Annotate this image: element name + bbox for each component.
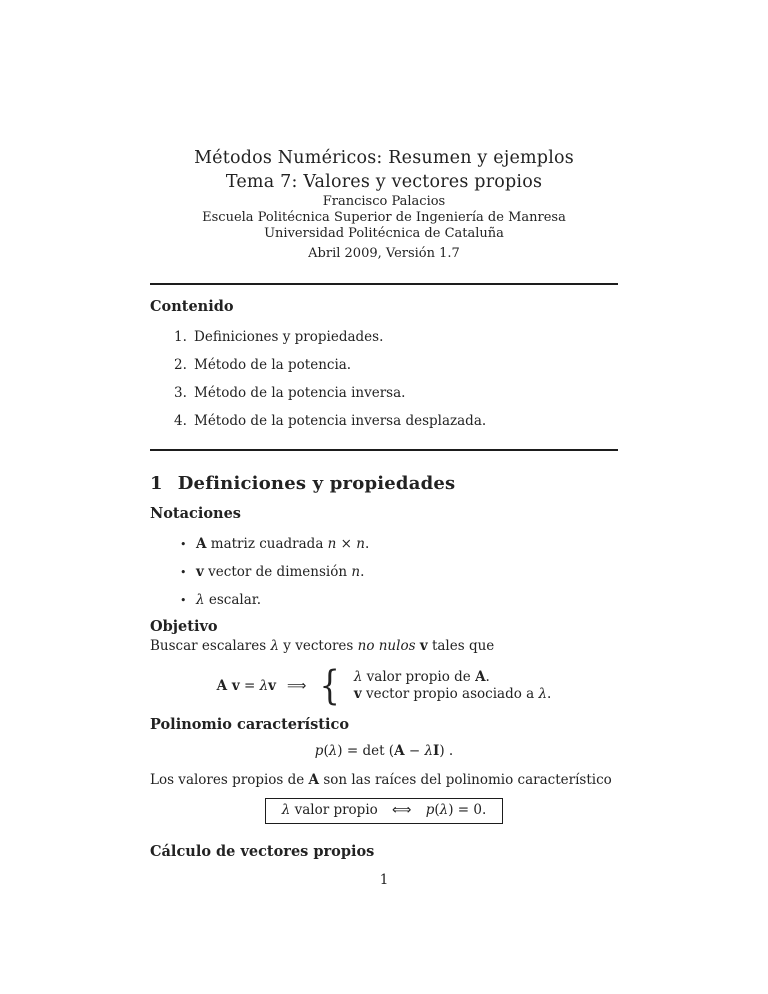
bullet-text: A matriz cuadrada n × n. [196,536,370,552]
document-title-line2: Tema 7: Valores y vectores propios [225,172,543,192]
date-version: Abril 2009, Versión 1.7 [308,246,460,261]
case-line-1: λ valor propio de A. [353,669,490,685]
author: Francisco Palacios [322,194,446,209]
objetivo-heading: Objetivo [150,618,218,635]
document-title-line1: Métodos Numéricos: Resumen y ejemplos [194,148,574,168]
notaciones-heading: Notaciones [150,505,241,522]
boxed-statement [265,798,504,824]
contents-heading: Contenido [150,298,234,315]
section-number: 1 [150,473,163,494]
item-number: 4. [174,413,187,429]
eigen-equation [150,663,618,709]
contents-item [150,329,618,346]
implies-arrow-icon: ⟹ [287,678,307,694]
polinomio-equation: p(λ) = det (A − λI) . [314,743,454,759]
item-text: Método de la potencia inversa desplazada. [194,413,487,429]
item-text: Método de la potencia inversa. [194,385,406,401]
notation-bullet [150,564,618,581]
item-text: Definiciones y propiedades. [194,329,384,345]
case-line-2: v vector propio asociado a λ. [353,686,552,702]
item-number: 2. [174,357,187,373]
item-text: Método de la potencia. [194,357,352,373]
objetivo-text: Buscar escalares λ y vectores no nulos v tales que [150,638,495,654]
contents-item [150,385,618,402]
document-header [150,146,618,262]
affiliation-school: Escuela Politécnica Superior de Ingeniería de Manresa [202,210,566,225]
notation-bullet [150,592,618,609]
bullet-text: v vector de dimensión n. [196,564,365,580]
page-number: 1 [379,872,389,888]
contents-block [150,298,618,430]
bullet-icon: • [180,594,187,607]
affiliation-university: Universidad Politécnica de Cataluña [264,226,504,241]
contents-item [150,413,618,430]
raices-text: Los valores propios de A son las raíces del polinomio característico [150,772,612,788]
contents-item [150,357,618,374]
item-number: 3. [174,385,187,401]
section-heading [150,472,618,496]
bullet-text: λ escalar. [196,592,262,608]
equation-left: A v = λv [216,678,276,694]
cases-brace-icon: { [319,663,341,709]
horizontal-rule-top [150,283,618,285]
boxed-statement-wrap [150,798,618,824]
notation-bullet [150,536,618,553]
boxed-right: p(λ) = 0. [425,802,487,818]
section-title: Definiciones y propiedades [177,473,456,494]
bullet-icon: • [180,538,187,551]
item-number: 1. [174,329,187,345]
bullet-icon: • [180,566,187,579]
polinomio-heading: Polinomio característico [150,716,350,733]
cases-column [354,669,552,703]
iff-arrow-icon: ⟺ [392,802,412,818]
boxed-left: λ valor propio [281,802,378,818]
calculo-heading: Cálculo de vectores propios [150,843,375,860]
horizontal-rule-bottom [150,449,618,451]
